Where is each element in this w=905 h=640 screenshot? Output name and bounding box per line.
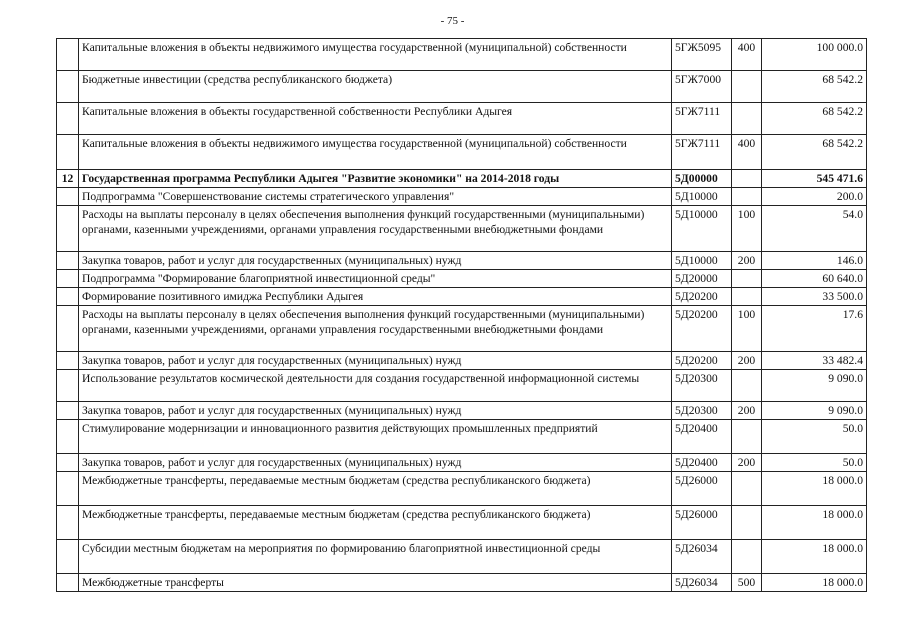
row-number [57, 288, 79, 306]
row-number [57, 454, 79, 472]
row-name: Субсидии местным бюджетам на мероприятия по формированию благоприятной инвестиционной среды [79, 540, 672, 574]
row-code: 5ГЖ7111 [672, 103, 732, 135]
row-name: Закупка товаров, работ и услуг для государственных (муниципальных) нужд [79, 352, 672, 370]
table-row [57, 103, 867, 135]
row-number [57, 420, 79, 454]
row-name: Использование результатов космической деятельности для создания государственной информационной системы [79, 370, 672, 402]
row-expense-type: 400 [732, 135, 762, 170]
row-code: 5Д00000 [672, 170, 732, 188]
row-number [57, 472, 79, 506]
row-name: Капитальные вложения в объекты государственной собственности Республики Адыгея [79, 103, 672, 135]
row-code: 5Д20300 [672, 402, 732, 420]
row-code: 5ГЖ7111 [672, 135, 732, 170]
row-sum: 50.0 [762, 420, 867, 454]
row-name: Подпрограмма "Совершенствование системы стратегического управления" [79, 188, 672, 206]
row-name: Капитальные вложения в объекты недвижимого имущества государственной (муниципальной) собственности [79, 135, 672, 170]
table-row [57, 206, 867, 252]
row-code: 5Д10000 [672, 206, 732, 252]
row-expense-type [732, 506, 762, 540]
row-number [57, 540, 79, 574]
row-name: Закупка товаров, работ и услуг для государственных (муниципальных) нужд [79, 402, 672, 420]
table-row [57, 352, 867, 370]
table-row [57, 506, 867, 540]
row-expense-type [732, 540, 762, 574]
row-name: Межбюджетные трансферты, передаваемые местным бюджетам (средства республиканского бюджета) [79, 472, 672, 506]
row-number [57, 252, 79, 270]
table-row [57, 370, 867, 402]
row-code: 5Д26000 [672, 506, 732, 540]
table-row [57, 306, 867, 352]
row-sum: 9 090.0 [762, 370, 867, 402]
row-name: Государственная программа Республики Адыгея "Развитие экономики" на 2014-2018 годы [79, 170, 672, 188]
row-code: 5Д20200 [672, 352, 732, 370]
row-sum: 50.0 [762, 454, 867, 472]
row-number [57, 402, 79, 420]
row-code: 5Д20400 [672, 454, 732, 472]
row-code: 5ГЖ7000 [672, 71, 732, 103]
row-number [57, 103, 79, 135]
row-sum: 146.0 [762, 252, 867, 270]
row-expense-type: 100 [732, 306, 762, 352]
row-sum: 18 000.0 [762, 472, 867, 506]
row-code: 5Д20300 [672, 370, 732, 402]
row-sum: 18 000.0 [762, 574, 867, 592]
row-code: 5Д20200 [672, 288, 732, 306]
row-code: 5Д26000 [672, 472, 732, 506]
row-sum: 54.0 [762, 206, 867, 252]
table-row [57, 270, 867, 288]
row-name: Расходы на выплаты персоналу в целях обеспечения выполнения функций государственными (муниципальными) органами, казенными учреждениями, органами управления государственными внебюджетными фондами [79, 206, 672, 252]
row-name: Закупка товаров, работ и услуг для государственных (муниципальных) нужд [79, 454, 672, 472]
row-expense-type: 200 [732, 454, 762, 472]
row-sum: 60 640.0 [762, 270, 867, 288]
table-row [57, 135, 867, 170]
row-expense-type [732, 288, 762, 306]
row-expense-type: 500 [732, 574, 762, 592]
row-expense-type [732, 71, 762, 103]
row-sum: 100 000.0 [762, 39, 867, 71]
row-number [57, 506, 79, 540]
row-code: 5Д20400 [672, 420, 732, 454]
row-name: Стимулирование модернизации и инновационного развития действующих промышленных предприятий [79, 420, 672, 454]
row-code: 5Д26034 [672, 540, 732, 574]
table-row [57, 252, 867, 270]
row-sum: 200.0 [762, 188, 867, 206]
table-row [57, 288, 867, 306]
table-row [57, 574, 867, 592]
row-name: Межбюджетные трансферты [79, 574, 672, 592]
row-expense-type: 400 [732, 39, 762, 71]
row-number [57, 135, 79, 170]
row-sum: 18 000.0 [762, 540, 867, 574]
row-name: Закупка товаров, работ и услуг для государственных (муниципальных) нужд [79, 252, 672, 270]
row-sum: 18 000.0 [762, 506, 867, 540]
row-expense-type [732, 270, 762, 288]
row-sum: 9 090.0 [762, 402, 867, 420]
row-sum: 33 482.4 [762, 352, 867, 370]
row-sum: 68 542.2 [762, 71, 867, 103]
table-row [57, 540, 867, 574]
row-name: Капитальные вложения в объекты недвижимого имущества государственной (муниципальной) собственности [79, 39, 672, 71]
row-sum: 545 471.6 [762, 170, 867, 188]
row-number [57, 71, 79, 103]
row-sum: 68 542.2 [762, 103, 867, 135]
table-row [57, 454, 867, 472]
row-expense-type: 100 [732, 206, 762, 252]
table-row [57, 188, 867, 206]
row-number [57, 188, 79, 206]
row-expense-type: 200 [732, 252, 762, 270]
table-row [57, 71, 867, 103]
row-expense-type [732, 188, 762, 206]
row-sum: 33 500.0 [762, 288, 867, 306]
row-expense-type [732, 370, 762, 402]
table-row [57, 420, 867, 454]
page-number: - 75 - [440, 15, 465, 27]
row-code: 5Д10000 [672, 188, 732, 206]
row-code: 5ГЖ5095 [672, 39, 732, 71]
row-expense-type [732, 472, 762, 506]
row-name: Расходы на выплаты персоналу в целях обеспечения выполнения функций государственными (муниципальными) органами, казенными учреждениями, органами управления государственными внебюджетными фондами [79, 306, 672, 352]
table-row [57, 402, 867, 420]
row-code: 5Д10000 [672, 252, 732, 270]
row-sum: 68 542.2 [762, 135, 867, 170]
row-expense-type [732, 420, 762, 454]
row-name: Межбюджетные трансферты, передаваемые местным бюджетам (средства республиканского бюджета) [79, 506, 672, 540]
table-row [57, 39, 867, 71]
row-number [57, 39, 79, 71]
row-expense-type: 200 [732, 402, 762, 420]
row-number: 12 [57, 170, 79, 188]
table-row [57, 170, 867, 188]
row-code: 5Д20200 [672, 306, 732, 352]
row-number [57, 370, 79, 402]
table-row [57, 472, 867, 506]
row-name: Подпрограмма "Формирование благоприятной инвестиционной среды" [79, 270, 672, 288]
row-number [57, 270, 79, 288]
row-number [57, 352, 79, 370]
row-name: Формирование позитивного имиджа Республики Адыгея [79, 288, 672, 306]
row-sum: 17.6 [762, 306, 867, 352]
row-number [57, 206, 79, 252]
row-expense-type [732, 170, 762, 188]
row-number [57, 306, 79, 352]
row-expense-type: 200 [732, 352, 762, 370]
budget-table [56, 38, 867, 592]
row-number [57, 574, 79, 592]
row-name: Бюджетные инвестиции (средства республиканского бюджета) [79, 71, 672, 103]
row-code: 5Д20000 [672, 270, 732, 288]
row-code: 5Д26034 [672, 574, 732, 592]
row-expense-type [732, 103, 762, 135]
